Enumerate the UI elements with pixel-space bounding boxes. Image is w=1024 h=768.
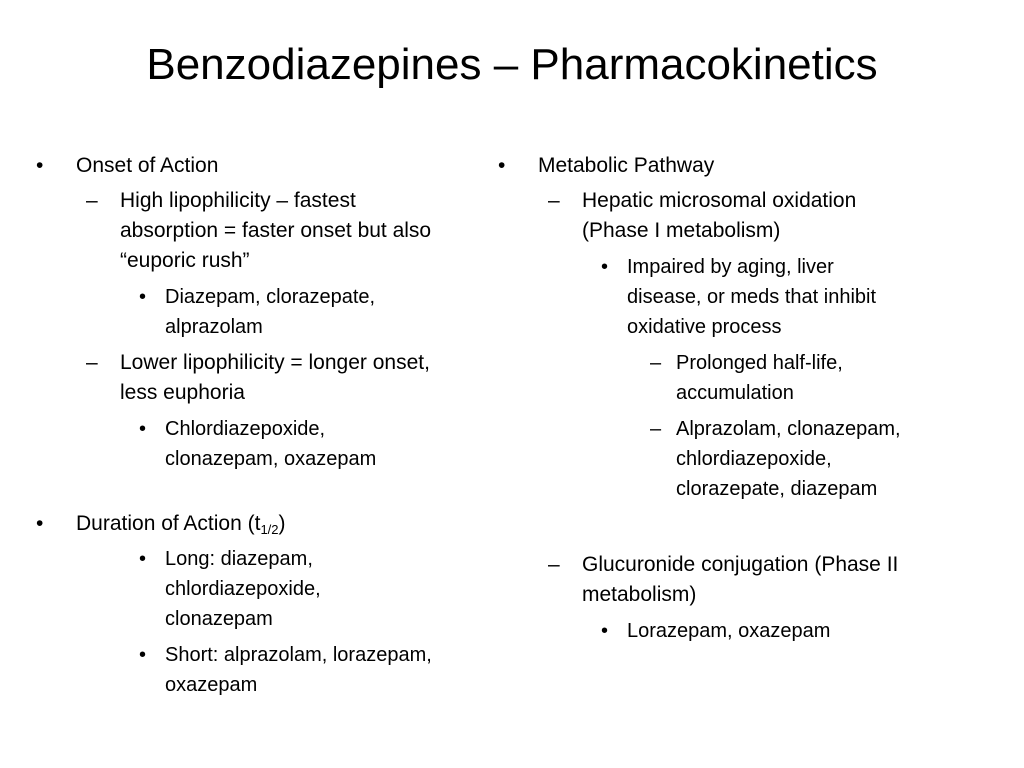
- text-line: Lower lipophilicity = longer onset,: [120, 351, 430, 374]
- bullet-dot-icon: •: [36, 154, 44, 177]
- text-line: accumulation: [676, 382, 794, 404]
- sub-bullet-hepatic-oxidation: [498, 186, 988, 246]
- bullet-dot-icon: •: [139, 644, 147, 666]
- text-line: Chlordiazepoxide,: [165, 418, 326, 440]
- text-line: chlordiazepoxide,: [165, 578, 321, 600]
- duration-heading: Duration of Action (t: [76, 512, 261, 535]
- text-line: (Phase I metabolism): [582, 219, 781, 242]
- left-column: [36, 150, 514, 700]
- sub-sub-bullet-impaired: [498, 252, 988, 342]
- text-line: oxidative process: [627, 316, 782, 338]
- text-line: Long: diazepam,: [165, 548, 313, 570]
- right-column: [498, 150, 988, 646]
- text-line: Alprazolam, clonazepam,: [676, 418, 901, 440]
- sub-bullet-long-duration: [36, 544, 514, 634]
- bullet-onset-of-action: [36, 152, 514, 180]
- bullet-dot-icon: •: [498, 154, 506, 177]
- bullet-duration-of-action: [36, 510, 514, 538]
- metabolic-heading: Metabolic Pathway: [538, 154, 715, 177]
- text-line: Hepatic microsomal oxidation: [582, 189, 857, 212]
- bullet-metabolic-pathway: [498, 152, 988, 180]
- duration-close: ): [278, 512, 286, 535]
- text-line: High lipophilicity – fastest: [120, 189, 356, 212]
- bullet-dot-icon: •: [139, 548, 147, 570]
- dash-icon: –: [650, 352, 662, 374]
- slide-title: Benzodiazepines – Pharmacokinetics: [146, 40, 878, 89]
- text-line: Glucuronide conjugation (Phase II: [582, 553, 899, 576]
- bullet-dot-icon: •: [601, 256, 609, 278]
- onset-heading: Onset of Action: [76, 154, 219, 177]
- level4-bullet-affected-drugs: [498, 414, 988, 504]
- sub-sub-bullet-glucuronide-examples: [498, 616, 988, 646]
- text-line: absorption = faster onset but also: [120, 219, 432, 242]
- text-line: clonazepam, oxazepam: [165, 448, 377, 470]
- text-line: Impaired by aging, liver: [627, 256, 834, 278]
- sub-sub-bullet-low-examples: [36, 414, 514, 474]
- text-line: Lorazepam, oxazepam: [627, 620, 831, 642]
- bullet-dot-icon: •: [36, 512, 44, 535]
- text-line: chlordiazepoxide,: [676, 448, 832, 470]
- dash-icon: –: [548, 189, 560, 212]
- text-line: Diazepam, clorazepate,: [165, 286, 376, 308]
- text-line: Prolonged half-life,: [676, 352, 843, 374]
- sub-bullet-high-lipophilicity: [36, 186, 514, 276]
- sub-bullet-glucuronide: [498, 550, 988, 610]
- text-line: clorazepate, diazepam: [676, 478, 878, 500]
- text-line: disease, or meds that inhibit: [627, 286, 877, 308]
- bullet-dot-icon: •: [139, 418, 147, 440]
- dash-icon: –: [650, 418, 662, 440]
- sub-sub-bullet-high-examples: [36, 282, 514, 342]
- sub-bullet-low-lipophilicity: [36, 348, 514, 408]
- half-life-subscript: 1/2: [260, 521, 279, 537]
- sub-bullet-short-duration: [36, 640, 514, 700]
- text-line: “euporic rush”: [120, 249, 250, 272]
- text-line: less euphoria: [120, 381, 245, 404]
- text-line: alprazolam: [165, 316, 263, 338]
- bullet-dot-icon: •: [139, 286, 147, 308]
- bullet-dot-icon: •: [601, 620, 609, 642]
- level4-bullet-prolonged: [498, 348, 988, 408]
- text-line: metabolism): [582, 583, 697, 606]
- text-line: oxazepam: [165, 674, 258, 696]
- dash-icon: –: [86, 189, 98, 212]
- text-line: clonazepam: [165, 608, 273, 630]
- text-line: Short: alprazolam, lorazepam,: [165, 644, 432, 666]
- dash-icon: –: [86, 351, 98, 374]
- dash-icon: –: [548, 553, 560, 576]
